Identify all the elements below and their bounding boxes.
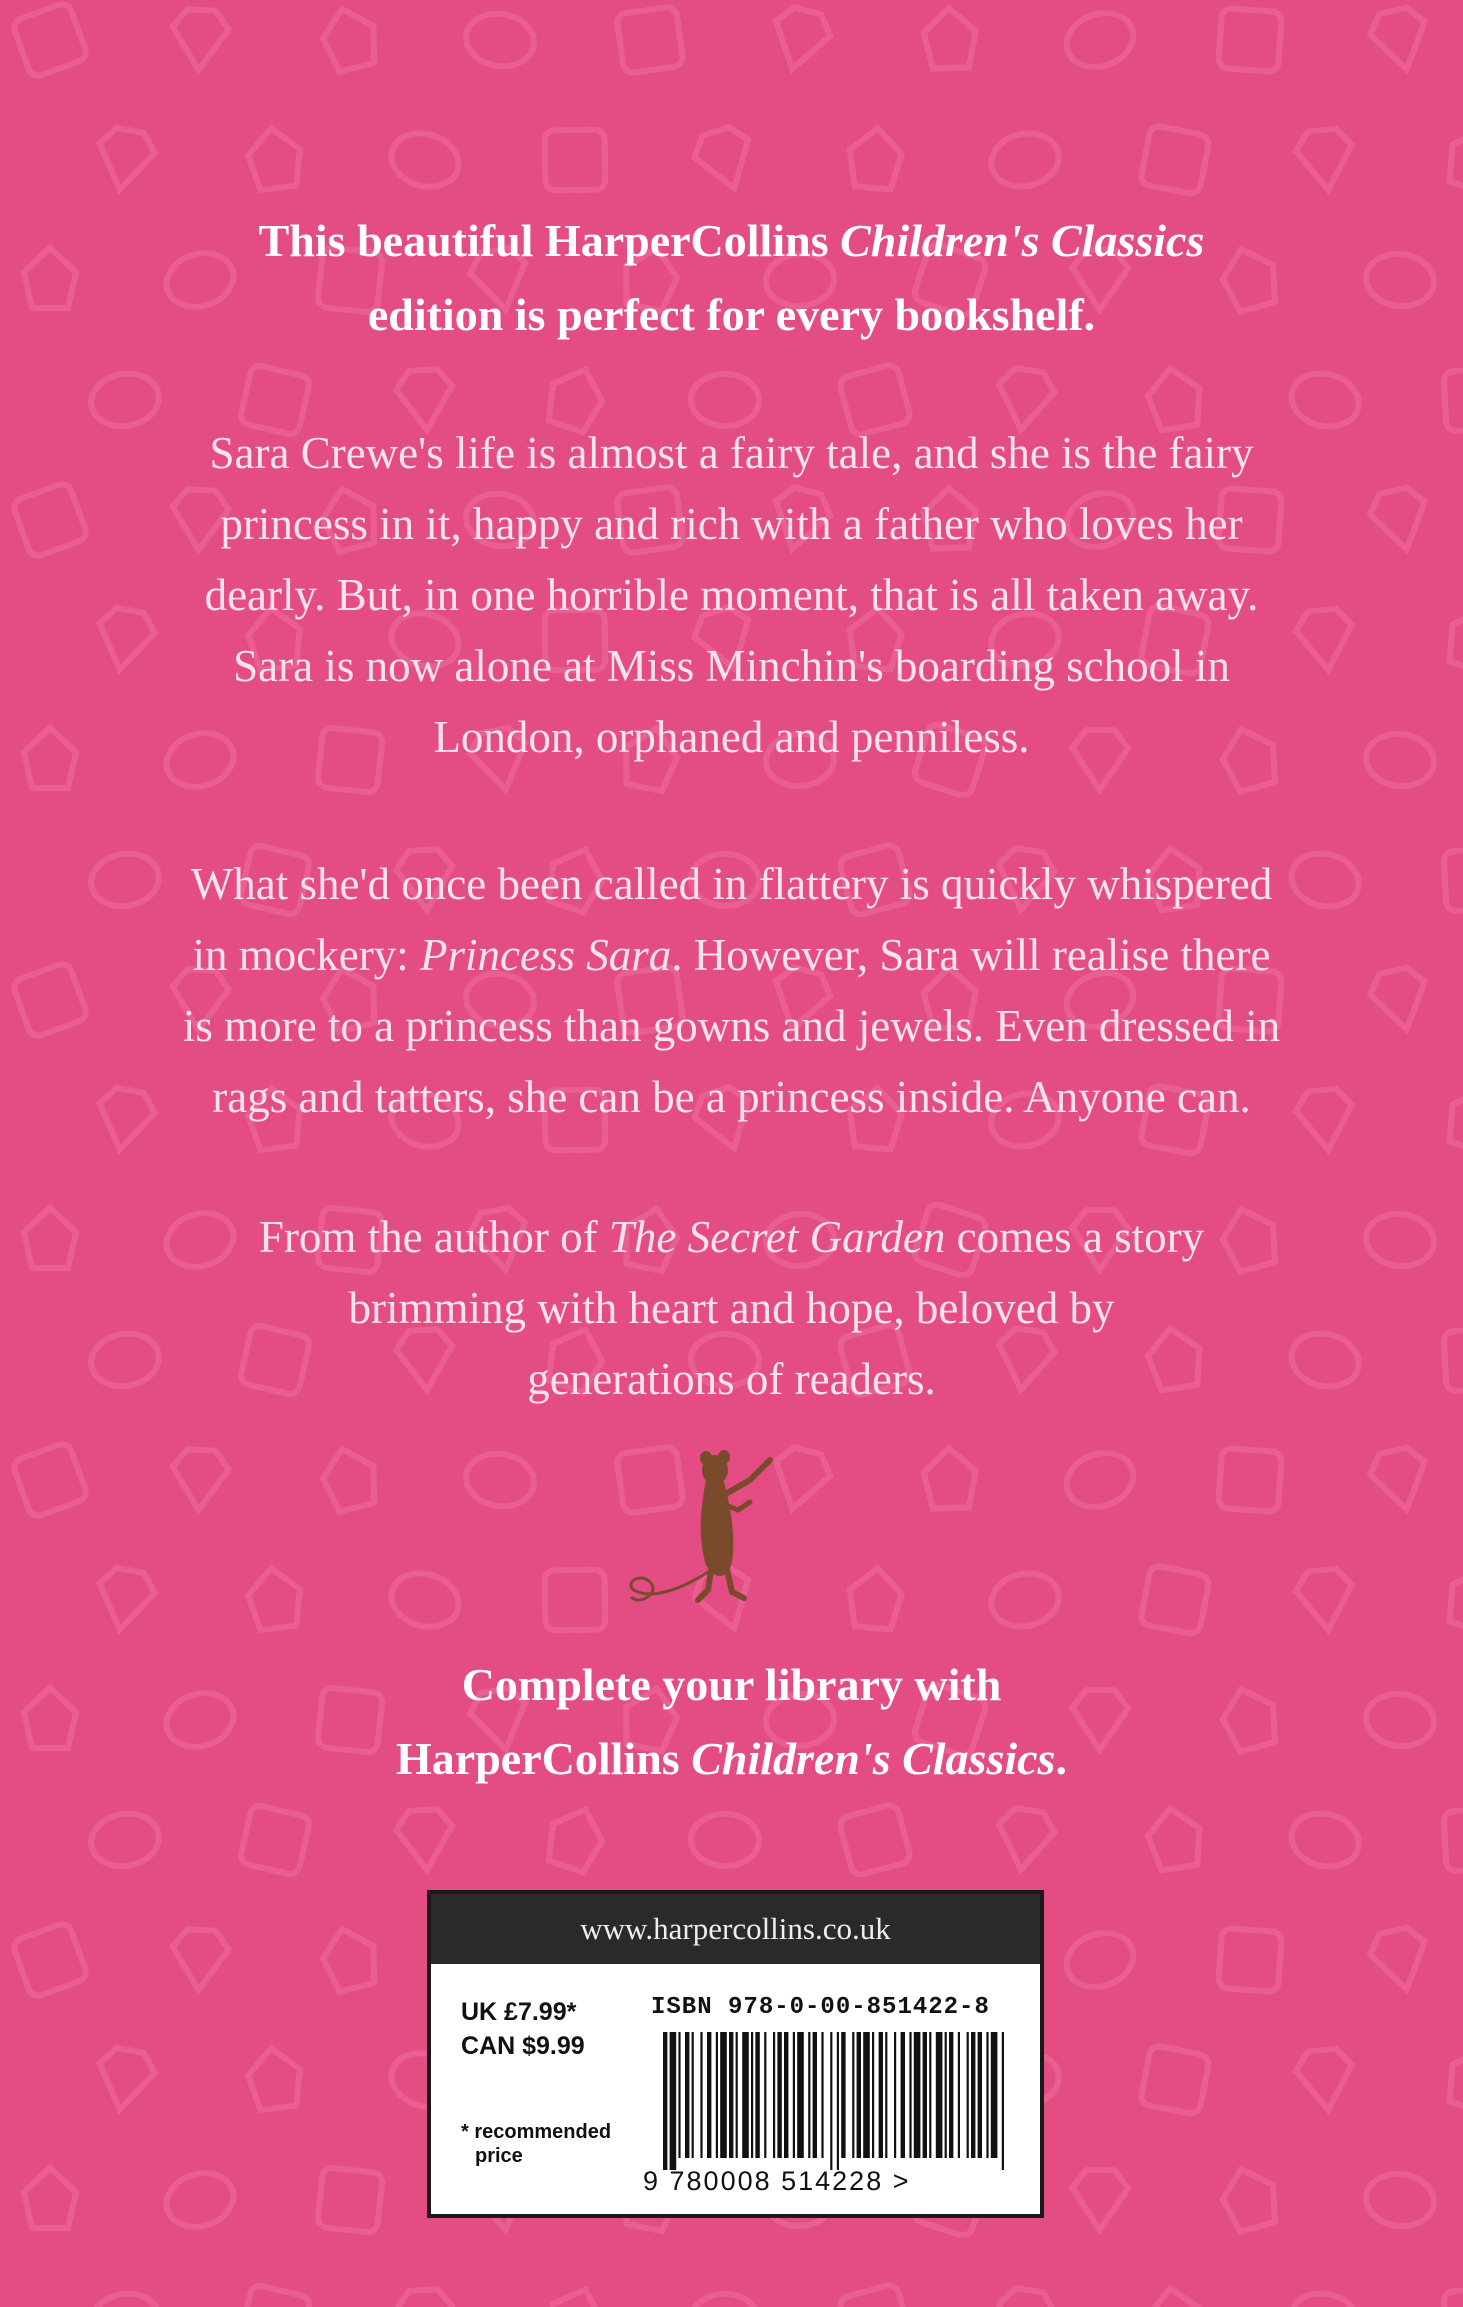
barcode-panel bbox=[427, 1890, 1044, 2218]
barcode-bar bbox=[967, 2032, 969, 2158]
publisher-url: www.harpercollins.co.uk bbox=[431, 1894, 1040, 1964]
barcode-bar bbox=[929, 2032, 931, 2158]
barcode-bar bbox=[879, 2032, 883, 2158]
barcode-bar bbox=[949, 2032, 953, 2158]
isbn-text: ISBN 978-0-00-851422-8 bbox=[651, 1994, 990, 2021]
barcode-bar bbox=[936, 2032, 943, 2158]
barcode-bar bbox=[729, 2032, 733, 2158]
synopsis-paragraph-1: Sara Crewe's life is almost a fairy tale, and she is the fairy princess in it, happy and rich with a father who loves her dearly. But, in one horrible moment, that is all taken away. Sara is now alone at Miss Minchin's boarding school in London, orphaned and penniless. bbox=[204, 428, 1259, 762]
mouse-icon bbox=[620, 1440, 840, 1640]
barcode-bar bbox=[670, 2032, 677, 2170]
barcode-bar bbox=[872, 2032, 874, 2158]
barcode-bar bbox=[923, 2032, 927, 2158]
barcode-bar bbox=[678, 2032, 680, 2158]
barcode-bar bbox=[793, 2032, 795, 2158]
barcode-bar bbox=[821, 2032, 823, 2158]
barcode-bar bbox=[773, 2032, 775, 2158]
barcode-bar bbox=[991, 2032, 998, 2158]
barcode-icon bbox=[659, 2032, 1009, 2170]
barcode-bar bbox=[978, 2032, 982, 2158]
barcode-bar bbox=[901, 2032, 905, 2158]
price-uk: UK £7.99* bbox=[461, 1998, 577, 2026]
barcode-bar bbox=[751, 2032, 753, 2158]
barcode-bar bbox=[797, 2032, 804, 2158]
barcode-bar bbox=[909, 2032, 911, 2158]
barcode-bar bbox=[841, 2032, 845, 2158]
barcode-bar bbox=[716, 2032, 718, 2158]
barcode-bar bbox=[720, 2032, 727, 2158]
barcode-bar bbox=[764, 2032, 766, 2158]
barcode-bar bbox=[945, 2032, 947, 2158]
barcode-bar bbox=[830, 2032, 832, 2170]
barcode-bar bbox=[808, 2032, 810, 2158]
barcode-bar bbox=[707, 2032, 711, 2158]
barcode-bar bbox=[685, 2032, 689, 2158]
barcode-bar bbox=[885, 2032, 887, 2158]
barcode-bar bbox=[986, 2032, 988, 2158]
barcode-bar bbox=[971, 2032, 975, 2158]
barcode-bar bbox=[863, 2032, 870, 2158]
barcode-bar bbox=[857, 2032, 861, 2158]
barcode-bar bbox=[755, 2032, 759, 2158]
barcode-bar bbox=[958, 2032, 960, 2158]
barcode-bar bbox=[784, 2032, 788, 2158]
barcode-bar bbox=[852, 2032, 854, 2158]
ean-digits: 9 780008 514228 > bbox=[643, 2166, 911, 2196]
closing-statement: Complete your library with HarperCollins Children's Classics. bbox=[396, 1659, 1067, 1784]
barcode-bar bbox=[692, 2032, 694, 2158]
barcode-bar bbox=[736, 2032, 738, 2158]
price-can: CAN $9.99 bbox=[461, 2032, 585, 2060]
synopsis-paragraph-2: What she'd once been called in flattery is quickly whispered in mockery: Princess Sara. However, Sara will realise there is more to a princess than gowns and jewels. Even dressed in rags and tatters, she can be a princess inside. Anyone can. bbox=[182, 859, 1281, 1122]
barcode-bar bbox=[663, 2032, 667, 2170]
barcode-bar bbox=[742, 2032, 749, 2158]
barcode-bar bbox=[1002, 2032, 1004, 2170]
price-note: * recommended price bbox=[461, 2121, 612, 2167]
barcode-bar bbox=[700, 2032, 702, 2158]
heading: This beautiful HarperCollins Children's Classics edition is perfect for every bookshelf. bbox=[258, 215, 1205, 340]
barcode-bar bbox=[914, 2032, 921, 2158]
barcode-bar bbox=[777, 2032, 781, 2158]
barcode-bar bbox=[837, 2032, 839, 2170]
barcode-bar bbox=[894, 2032, 896, 2158]
synopsis-paragraph-3: From the author of The Secret Garden comes a story brimming with heart and hope, beloved by generations of readers. bbox=[258, 1212, 1205, 1404]
barcode-bar bbox=[813, 2032, 817, 2158]
